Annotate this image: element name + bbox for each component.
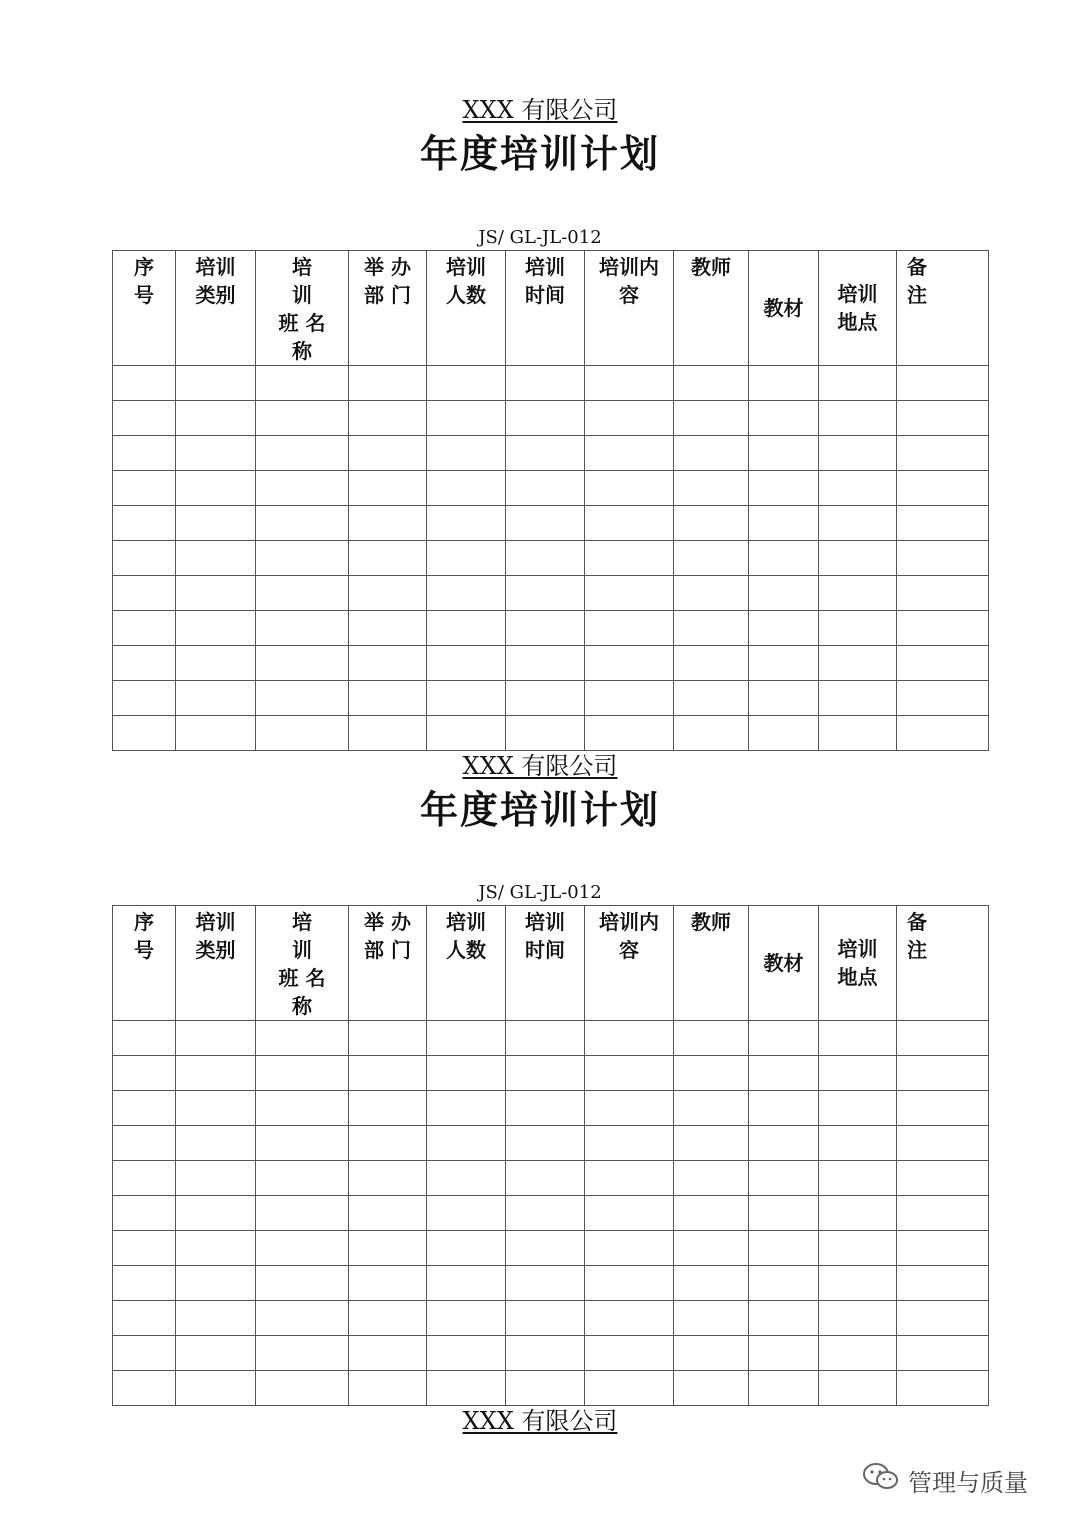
table-cell bbox=[256, 1196, 349, 1231]
table-cell bbox=[506, 1126, 585, 1161]
column-header-content: 培训内 容 bbox=[585, 906, 674, 1021]
table-cell bbox=[349, 1301, 427, 1336]
table-cell bbox=[674, 1371, 749, 1406]
table-cell bbox=[819, 1161, 897, 1196]
table-cell bbox=[819, 401, 897, 436]
table-row bbox=[113, 1301, 989, 1336]
table-cell bbox=[256, 1161, 349, 1196]
table-cell bbox=[749, 1266, 819, 1301]
column-header-material: 教材 bbox=[749, 906, 819, 1021]
table-cell bbox=[113, 611, 176, 646]
table-cell bbox=[176, 1266, 256, 1301]
table-cell bbox=[506, 436, 585, 471]
table-cell bbox=[349, 401, 427, 436]
table-cell bbox=[585, 1161, 674, 1196]
table-row bbox=[113, 401, 989, 436]
table-cell bbox=[176, 1161, 256, 1196]
table-cell bbox=[256, 401, 349, 436]
table-cell bbox=[749, 1371, 819, 1406]
table-row bbox=[113, 1021, 989, 1056]
table-cell bbox=[349, 541, 427, 576]
form-code: JS/ GL-JL-012 bbox=[478, 882, 602, 903]
table-cell bbox=[256, 1091, 349, 1126]
table-cell bbox=[113, 1056, 176, 1091]
column-header-content: 培训内 容 bbox=[585, 251, 674, 366]
table-cell bbox=[585, 646, 674, 681]
table-cell bbox=[585, 611, 674, 646]
table-cell bbox=[113, 1161, 176, 1196]
table-row bbox=[113, 541, 989, 576]
table-cell bbox=[427, 366, 506, 401]
table-cell bbox=[349, 611, 427, 646]
table-cell bbox=[113, 366, 176, 401]
table-cell bbox=[349, 1196, 427, 1231]
table-cell bbox=[897, 1091, 989, 1126]
table-cell bbox=[674, 1091, 749, 1126]
table-cell bbox=[349, 1091, 427, 1126]
table-cell bbox=[585, 1336, 674, 1371]
table-cell bbox=[349, 716, 427, 751]
table-cell bbox=[819, 576, 897, 611]
table-cell bbox=[749, 366, 819, 401]
table-cell bbox=[749, 471, 819, 506]
table-cell bbox=[113, 1266, 176, 1301]
table-cell bbox=[349, 1161, 427, 1196]
table-cell bbox=[897, 506, 989, 541]
table-cell bbox=[749, 611, 819, 646]
table-cell bbox=[113, 506, 176, 541]
table-cell bbox=[749, 1301, 819, 1336]
table-cell bbox=[349, 1126, 427, 1161]
table-cell bbox=[819, 646, 897, 681]
table-cell bbox=[256, 471, 349, 506]
table-cell bbox=[113, 576, 176, 611]
table-cell bbox=[176, 646, 256, 681]
table-cell bbox=[176, 436, 256, 471]
table-cell bbox=[176, 366, 256, 401]
column-header-class-name: 培 训 班 名 称 bbox=[256, 906, 349, 1021]
table-cell bbox=[256, 1371, 349, 1406]
column-header-material: 教材 bbox=[749, 251, 819, 366]
column-header-index: 序 号 bbox=[113, 251, 176, 366]
table-cell bbox=[819, 1231, 897, 1266]
table-cell bbox=[897, 716, 989, 751]
table-cell bbox=[427, 1301, 506, 1336]
table-cell bbox=[585, 1126, 674, 1161]
table-cell bbox=[819, 1056, 897, 1091]
table-cell bbox=[349, 1231, 427, 1266]
table-cell bbox=[897, 1056, 989, 1091]
table-cell bbox=[674, 1161, 749, 1196]
table-cell bbox=[349, 506, 427, 541]
table-cell bbox=[674, 506, 749, 541]
form-code: JS/ GL-JL-012 bbox=[478, 227, 602, 248]
table-cell bbox=[897, 576, 989, 611]
table-cell bbox=[113, 401, 176, 436]
table-cell bbox=[749, 1021, 819, 1056]
table-row bbox=[113, 1126, 989, 1161]
table-cell bbox=[506, 1161, 585, 1196]
table-cell bbox=[506, 716, 585, 751]
table-cell bbox=[427, 506, 506, 541]
table-cell bbox=[897, 1266, 989, 1301]
column-header-headcount: 培训 人数 bbox=[427, 251, 506, 366]
table-cell bbox=[349, 366, 427, 401]
table-cell bbox=[585, 541, 674, 576]
table-cell bbox=[349, 1371, 427, 1406]
table-cell bbox=[585, 506, 674, 541]
column-header-department: 举 办 部 门 bbox=[349, 251, 427, 366]
table-cell bbox=[256, 366, 349, 401]
table-cell bbox=[749, 1336, 819, 1371]
table-cell bbox=[427, 681, 506, 716]
watermark-text: 管理与质量 bbox=[908, 1468, 1028, 1497]
table-cell bbox=[749, 1161, 819, 1196]
watermark bbox=[862, 1460, 1028, 1500]
table-cell bbox=[749, 436, 819, 471]
training-plan-table bbox=[112, 905, 989, 1406]
table-cell bbox=[176, 681, 256, 716]
table-row bbox=[113, 611, 989, 646]
table-cell bbox=[585, 1371, 674, 1406]
table-row bbox=[113, 1196, 989, 1231]
table-cell bbox=[176, 1091, 256, 1126]
table-cell bbox=[113, 1231, 176, 1266]
table-cell bbox=[506, 1091, 585, 1126]
table-cell bbox=[176, 1336, 256, 1371]
table-cell bbox=[113, 541, 176, 576]
table-row bbox=[113, 1056, 989, 1091]
column-header-location: 培训 地点 bbox=[819, 906, 897, 1021]
table-cell bbox=[749, 646, 819, 681]
table-cell bbox=[897, 471, 989, 506]
table-cell bbox=[897, 646, 989, 681]
table-cell bbox=[674, 1231, 749, 1266]
table-cell bbox=[427, 1126, 506, 1161]
table-cell bbox=[506, 1196, 585, 1231]
table-row bbox=[113, 471, 989, 506]
table-cell bbox=[585, 716, 674, 751]
table-row bbox=[113, 576, 989, 611]
table-cell bbox=[585, 1231, 674, 1266]
table-cell bbox=[749, 576, 819, 611]
table-cell bbox=[749, 681, 819, 716]
column-header-time: 培训 时间 bbox=[506, 251, 585, 366]
table-cell bbox=[506, 1336, 585, 1371]
table-cell bbox=[749, 1231, 819, 1266]
table-cell bbox=[113, 1126, 176, 1161]
table-cell bbox=[674, 646, 749, 681]
table-cell bbox=[897, 1021, 989, 1056]
table-cell bbox=[256, 506, 349, 541]
table-cell bbox=[176, 1231, 256, 1266]
table-cell bbox=[256, 646, 349, 681]
page-title: 年度培训计划 bbox=[419, 132, 660, 176]
table-cell bbox=[256, 1301, 349, 1336]
table-cell bbox=[674, 576, 749, 611]
table-cell bbox=[674, 681, 749, 716]
table-cell bbox=[819, 366, 897, 401]
table-cell bbox=[427, 436, 506, 471]
table-cell bbox=[349, 436, 427, 471]
company-name: XXX 有限公司 bbox=[462, 1407, 618, 1435]
table-cell bbox=[749, 541, 819, 576]
table-cell bbox=[113, 1021, 176, 1056]
table-cell bbox=[897, 1301, 989, 1336]
table-cell bbox=[585, 471, 674, 506]
table-cell bbox=[427, 716, 506, 751]
table-cell bbox=[176, 506, 256, 541]
table-cell bbox=[427, 471, 506, 506]
table-cell bbox=[349, 681, 427, 716]
table-cell bbox=[256, 1336, 349, 1371]
table-cell bbox=[256, 611, 349, 646]
table-cell bbox=[674, 1336, 749, 1371]
table-row bbox=[113, 1336, 989, 1371]
table-cell bbox=[674, 1301, 749, 1336]
table-cell bbox=[819, 436, 897, 471]
table-row bbox=[113, 681, 989, 716]
table-cell bbox=[897, 541, 989, 576]
table-cell bbox=[819, 506, 897, 541]
column-header-department: 举 办 部 门 bbox=[349, 906, 427, 1021]
table-row bbox=[113, 436, 989, 471]
table-cell bbox=[585, 1056, 674, 1091]
table-cell bbox=[585, 436, 674, 471]
table-cell bbox=[585, 576, 674, 611]
table-cell bbox=[427, 401, 506, 436]
table-cell bbox=[819, 1091, 897, 1126]
table-row bbox=[113, 1266, 989, 1301]
column-header-category: 培训 类别 bbox=[176, 906, 256, 1021]
table-cell bbox=[113, 1371, 176, 1406]
table-cell bbox=[256, 1056, 349, 1091]
column-header-category: 培训 类别 bbox=[176, 251, 256, 366]
table-cell bbox=[585, 1021, 674, 1056]
table-cell bbox=[113, 1336, 176, 1371]
table-cell bbox=[674, 1126, 749, 1161]
table-cell bbox=[819, 716, 897, 751]
table-cell bbox=[506, 471, 585, 506]
table-cell bbox=[256, 1231, 349, 1266]
table-cell bbox=[506, 541, 585, 576]
table-cell bbox=[674, 436, 749, 471]
table-cell bbox=[585, 1301, 674, 1336]
table-cell bbox=[506, 646, 585, 681]
table-cell bbox=[819, 1126, 897, 1161]
table-cell bbox=[427, 1266, 506, 1301]
table-cell bbox=[427, 1196, 506, 1231]
table-cell bbox=[176, 1371, 256, 1406]
table-cell bbox=[819, 541, 897, 576]
table-cell bbox=[585, 681, 674, 716]
table-cell bbox=[674, 471, 749, 506]
table-cell bbox=[427, 1056, 506, 1091]
table-cell bbox=[749, 1126, 819, 1161]
table-cell bbox=[113, 1196, 176, 1231]
table-cell bbox=[585, 1196, 674, 1231]
table-cell bbox=[427, 611, 506, 646]
table-cell bbox=[427, 1021, 506, 1056]
table-cell bbox=[506, 1056, 585, 1091]
column-header-time: 培训 时间 bbox=[506, 906, 585, 1021]
table-cell bbox=[176, 1021, 256, 1056]
table-cell bbox=[427, 576, 506, 611]
table-cell bbox=[176, 401, 256, 436]
table-cell bbox=[897, 681, 989, 716]
table-cell bbox=[897, 1336, 989, 1371]
table-cell bbox=[819, 1196, 897, 1231]
table-cell bbox=[506, 1301, 585, 1336]
table-cell bbox=[674, 611, 749, 646]
table-cell bbox=[176, 1301, 256, 1336]
table-cell bbox=[749, 716, 819, 751]
table-row bbox=[113, 646, 989, 681]
table-cell bbox=[113, 436, 176, 471]
table-cell bbox=[176, 716, 256, 751]
table-cell bbox=[674, 541, 749, 576]
table-cell bbox=[176, 1126, 256, 1161]
table-cell bbox=[256, 1021, 349, 1056]
table-cell bbox=[674, 1056, 749, 1091]
column-header-remarks: 备 注 bbox=[897, 906, 989, 1021]
table-row bbox=[113, 1091, 989, 1126]
table-cell bbox=[506, 506, 585, 541]
table-cell bbox=[585, 366, 674, 401]
column-header-location: 培训 地点 bbox=[819, 251, 897, 366]
table-cell bbox=[256, 541, 349, 576]
table-cell bbox=[585, 401, 674, 436]
table-cell bbox=[819, 471, 897, 506]
table-cell bbox=[819, 1266, 897, 1301]
page-title: 年度培训计划 bbox=[419, 788, 660, 832]
table-cell bbox=[585, 1266, 674, 1301]
table-cell bbox=[506, 576, 585, 611]
table-cell bbox=[113, 646, 176, 681]
table-cell bbox=[113, 681, 176, 716]
table-cell bbox=[897, 1196, 989, 1231]
table-cell bbox=[819, 681, 897, 716]
table-cell bbox=[897, 401, 989, 436]
company-name: XXX 有限公司 bbox=[462, 752, 618, 780]
column-header-teacher: 教师 bbox=[674, 251, 749, 366]
table-cell bbox=[176, 541, 256, 576]
column-header-index: 序 号 bbox=[113, 906, 176, 1021]
table-cell bbox=[897, 1371, 989, 1406]
table-cell bbox=[749, 1196, 819, 1231]
table-cell bbox=[897, 366, 989, 401]
table-cell bbox=[819, 611, 897, 646]
training-plan-table bbox=[112, 250, 989, 751]
table-cell bbox=[427, 1371, 506, 1406]
table-cell bbox=[749, 506, 819, 541]
table-cell bbox=[897, 436, 989, 471]
table-cell bbox=[176, 576, 256, 611]
table-row bbox=[113, 1371, 989, 1406]
table-cell bbox=[113, 471, 176, 506]
column-header-headcount: 培训 人数 bbox=[427, 906, 506, 1021]
table-cell bbox=[349, 1266, 427, 1301]
table-cell bbox=[427, 646, 506, 681]
table-cell bbox=[819, 1301, 897, 1336]
column-header-class-name: 培 训 班 名 称 bbox=[256, 251, 349, 366]
table-cell bbox=[506, 1371, 585, 1406]
table-cell bbox=[256, 1126, 349, 1161]
wechat-icon bbox=[862, 1461, 900, 1499]
table-cell bbox=[749, 401, 819, 436]
table-cell bbox=[176, 1056, 256, 1091]
table-cell bbox=[427, 1161, 506, 1196]
table-cell bbox=[113, 1091, 176, 1126]
table-cell bbox=[506, 366, 585, 401]
column-header-teacher: 教师 bbox=[674, 906, 749, 1021]
table-cell bbox=[506, 1266, 585, 1301]
company-name: XXX 有限公司 bbox=[462, 96, 618, 124]
table-cell bbox=[176, 471, 256, 506]
table-cell bbox=[427, 541, 506, 576]
table-cell bbox=[256, 716, 349, 751]
table-cell bbox=[897, 1231, 989, 1266]
table-cell bbox=[674, 366, 749, 401]
table-cell bbox=[819, 1336, 897, 1371]
table-cell bbox=[176, 1196, 256, 1231]
table-cell bbox=[349, 1056, 427, 1091]
table-cell bbox=[349, 576, 427, 611]
table-cell bbox=[256, 681, 349, 716]
table-cell bbox=[674, 716, 749, 751]
table-cell bbox=[256, 576, 349, 611]
table-cell bbox=[674, 1266, 749, 1301]
table-cell bbox=[749, 1091, 819, 1126]
table-row bbox=[113, 1161, 989, 1196]
table-cell bbox=[176, 611, 256, 646]
table-cell bbox=[819, 1021, 897, 1056]
table-cell bbox=[897, 1161, 989, 1196]
table-cell bbox=[506, 401, 585, 436]
table-cell bbox=[674, 401, 749, 436]
table-cell bbox=[113, 716, 176, 751]
table-cell bbox=[349, 1021, 427, 1056]
table-cell bbox=[113, 1301, 176, 1336]
table-cell bbox=[506, 681, 585, 716]
table-cell bbox=[349, 471, 427, 506]
table-row bbox=[113, 506, 989, 541]
table-cell bbox=[506, 611, 585, 646]
table-cell bbox=[897, 611, 989, 646]
table-cell bbox=[349, 646, 427, 681]
table-cell bbox=[427, 1091, 506, 1126]
table-row bbox=[113, 366, 989, 401]
table-row bbox=[113, 1231, 989, 1266]
table-cell bbox=[674, 1196, 749, 1231]
table-cell bbox=[427, 1336, 506, 1371]
table-cell bbox=[256, 1266, 349, 1301]
table-cell bbox=[256, 436, 349, 471]
table-cell bbox=[585, 1091, 674, 1126]
table-cell bbox=[349, 1336, 427, 1371]
table-cell bbox=[506, 1231, 585, 1266]
table-row bbox=[113, 716, 989, 751]
column-header-remarks: 备 注 bbox=[897, 251, 989, 366]
table-cell bbox=[506, 1021, 585, 1056]
table-cell bbox=[749, 1056, 819, 1091]
table-cell bbox=[819, 1371, 897, 1406]
table-cell bbox=[427, 1231, 506, 1266]
table-cell bbox=[897, 1126, 989, 1161]
table-cell bbox=[674, 1021, 749, 1056]
